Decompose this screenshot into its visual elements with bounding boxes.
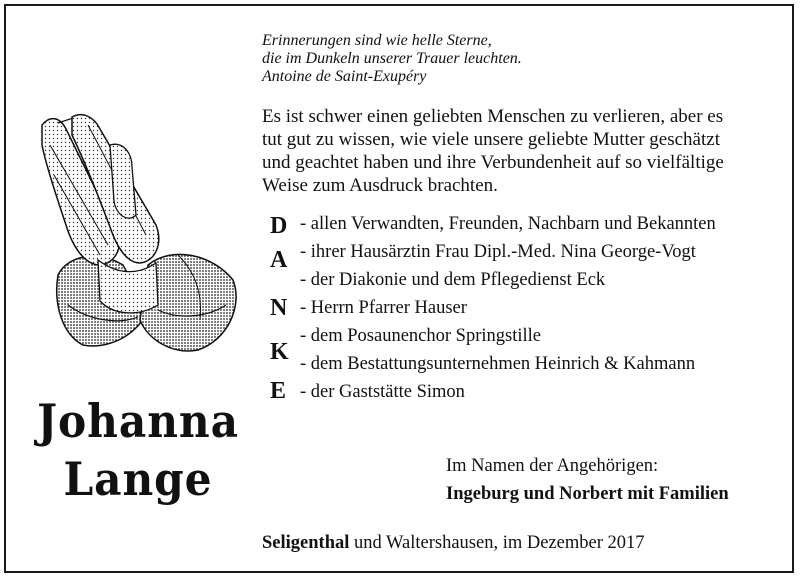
thanks-item: - dem Posaunenchor Springstille [300, 326, 541, 346]
praying-hands-icon [28, 105, 250, 365]
thanks-item: - der Diakonie und dem Pflegedienst Eck [300, 270, 606, 290]
deceased-first-name: Johanna [37, 394, 239, 448]
deceased-last-name: Lange [63, 452, 213, 506]
quote-block [262, 32, 762, 86]
danke-letter: N [270, 295, 288, 321]
danke-letter: D [270, 213, 288, 239]
danke-letter: E [270, 378, 287, 404]
place-rest: und Waltershausen, im Dezember 2017 [349, 533, 645, 553]
signature-block [446, 452, 776, 508]
intro-line: tut gut zu wissen, wie viele unsere geliebte Mutter geschätzt [262, 129, 720, 150]
intro-line: und geachtet haben und ihre Verbundenheit auf so vielfältige [262, 152, 724, 173]
thanks-item: - ihrer Hausärztin Frau Dipl.-Med. Nina George-Vogt [300, 242, 696, 262]
danke-letter: A [270, 247, 288, 273]
thanks-item: - Herrn Pfarrer Hauser [300, 298, 467, 318]
danke-letter: K [270, 339, 289, 365]
thanks-item: - allen Verwandten, Freunden, Nachbarn und Bekannten [300, 214, 716, 234]
quote-line: Erinnerungen sind wie helle Sterne, [262, 32, 492, 49]
thanks-item: - dem Bestattungsunternehmen Heinrich & Kahmann [300, 354, 696, 374]
signature-family: Ingeburg und Norbert mit Familien [446, 484, 729, 504]
quote-author: Antoine de Saint-Exupéry [262, 68, 427, 85]
place-date [262, 533, 762, 554]
deceased-name [37, 392, 239, 508]
intro-line: Weise zum Ausdruck brachten. [262, 175, 498, 196]
place-town: Seligenthal [262, 533, 350, 553]
intro-paragraph [262, 105, 782, 197]
signature-intro: Im Namen der Angehörigen: [446, 456, 659, 476]
thanks-item: - der Gaststätte Simon [300, 382, 465, 402]
intro-line: Es ist schwer einen geliebten Menschen zu verlieren, aber es [262, 106, 724, 127]
quote-line: die im Dunkeln unserer Trauer leuchten. [262, 50, 522, 67]
